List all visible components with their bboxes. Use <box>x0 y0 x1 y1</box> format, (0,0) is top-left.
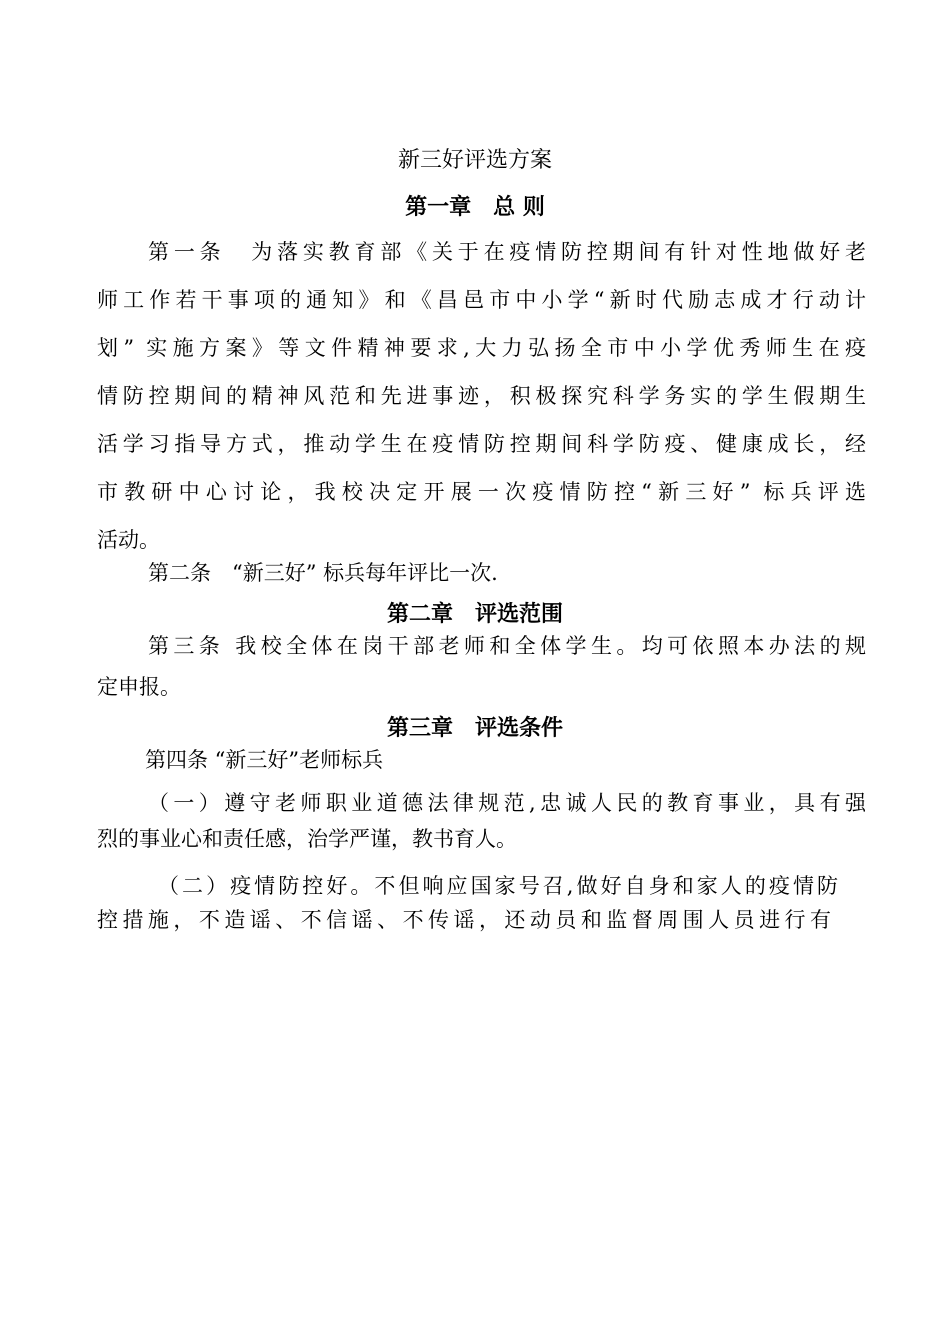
article-4: 第四条 “新三好”老师标兵 <box>145 748 384 772</box>
chapter-heading-3: 第三章 评选条件 <box>386 716 563 741</box>
item-2-line: （二）疫情防控好。不但响应国家号召,做好自身和家人的疫情防 <box>158 874 838 898</box>
article-2: 第二条 “新三好” 标兵每年评比一次. <box>148 561 498 585</box>
article-1-line: 活动。 <box>97 528 160 552</box>
chapter-heading-1: 第一章 总 则 <box>405 195 545 220</box>
item-1-line: （一）遵守老师职业道德法律规范,忠诚人民的教育事业，具有强 <box>148 791 866 815</box>
article-3-line: 第三条 我校全体在岗干部老师和全体学生。均可依照本办法的规 <box>148 634 866 658</box>
article-1-line: 情防控期间的精神风范和先进事迹，积极探究科学务实的学生假期生 <box>97 384 866 408</box>
article-1-line: 师工作若干事项的通知》和《昌邑市中小学“新时代励志成才行动计 <box>97 288 866 312</box>
document-title: 新三好评选方案 <box>397 148 552 173</box>
chapter-heading-2: 第二章 评选范围 <box>386 602 563 627</box>
article-1-line: 划” 实施方案》等文件精神要求,大力弘扬全市中小学优秀师生在疫 <box>97 336 866 360</box>
article-1-line: 第一条 为落实教育部《关于在疫情防控期间有针对性地做好老 <box>148 240 866 264</box>
article-1-line: 市教研中心讨论，我校决定开展一次疫情防控“新三好” 标兵评选 <box>97 480 866 504</box>
item-2-line: 控措施，不造谣、不信谣、不传谣，还动员和监督周围人员进行有 <box>97 908 831 932</box>
item-1-line: 烈的事业心和责任感，治学严谨，教书育人。 <box>97 827 517 851</box>
article-1-line: 活学习指导方式，推动学生在疫情防控期间科学防疫、健康成长，经 <box>97 432 866 456</box>
article-3-line: 定申报。 <box>97 675 181 699</box>
